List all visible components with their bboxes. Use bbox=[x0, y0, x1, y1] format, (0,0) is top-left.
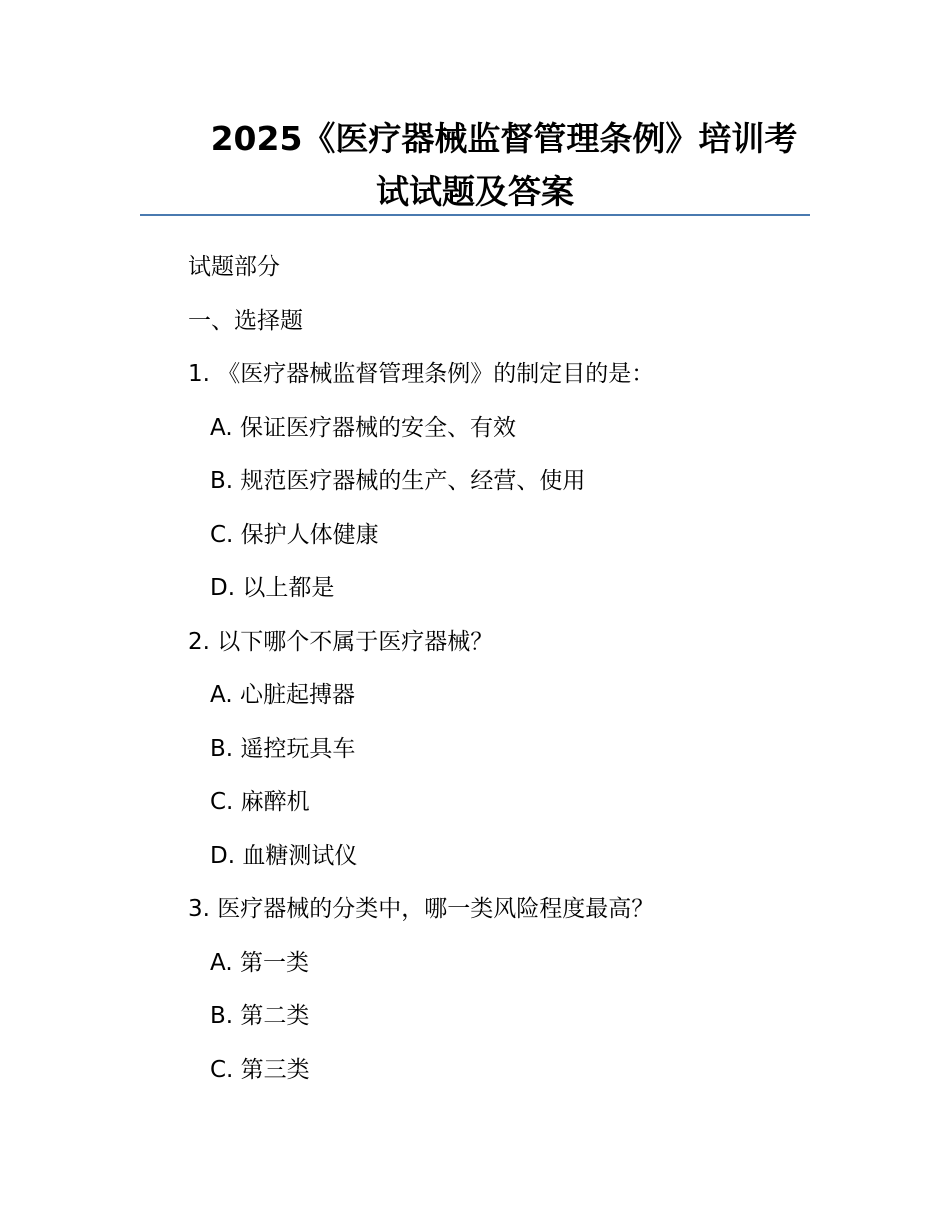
option-c: C. 保护人体健康 bbox=[210, 521, 379, 548]
question-text: 3. 医疗器械的分类中，哪一类风险程度最高？ bbox=[188, 896, 655, 922]
question-text: 2. 以下哪个不属于医疗器械？ bbox=[188, 628, 494, 655]
question-1 bbox=[188, 348, 830, 616]
option-d: D. 血糖测试仪 bbox=[210, 842, 358, 869]
option-b: B. 第二类 bbox=[210, 1003, 310, 1029]
option-b: B. 遥控玩具车 bbox=[210, 735, 356, 762]
page-title bbox=[140, 112, 810, 218]
title-line-1: 2025《医疗器械监督管理条例》培训考 bbox=[210, 119, 798, 158]
title-line-2: 试试题及答案 bbox=[376, 172, 574, 211]
option-c: C. 麻醉机 bbox=[210, 789, 310, 815]
option-d: D. 以上都是 bbox=[210, 575, 335, 601]
document-body bbox=[188, 241, 830, 1097]
option-a: A. 心脏起搏器 bbox=[210, 682, 355, 708]
title-underline bbox=[140, 214, 810, 216]
question-3 bbox=[188, 883, 830, 1097]
option-b: B. 规范医疗器械的生产、经营、使用 bbox=[210, 468, 586, 494]
question-2 bbox=[188, 616, 830, 884]
option-a: A. 第一类 bbox=[210, 949, 309, 976]
question-text: 1. 《医疗器械监督管理条例》的制定目的是： bbox=[188, 361, 655, 387]
part-heading: 一、选择题 bbox=[188, 307, 303, 334]
option-c: C. 第三类 bbox=[210, 1056, 310, 1083]
option-a: A. 保证医疗器械的安全、有效 bbox=[210, 414, 516, 441]
section-label: 试题部分 bbox=[188, 254, 280, 280]
